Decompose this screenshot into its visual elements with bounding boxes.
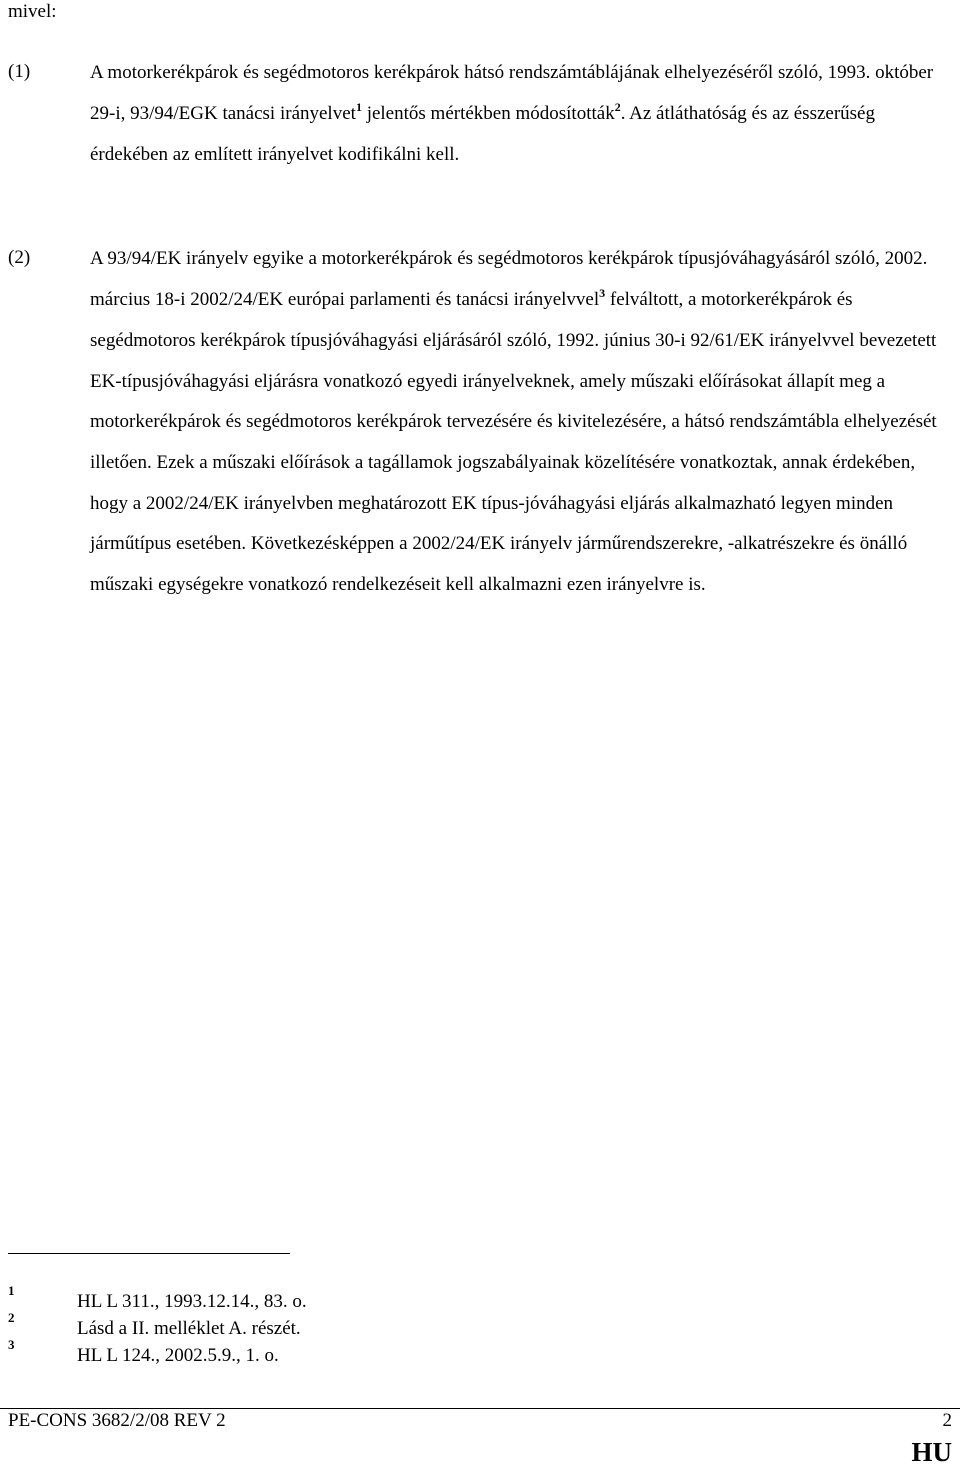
footnotes [8, 1285, 608, 1366]
footnote-ref[interactable]: 3 [599, 285, 606, 300]
footnote-item [8, 1312, 608, 1339]
recital-number: (1) [8, 61, 31, 82]
document-reference: PE-CONS 3682/2/08 REV 2 [8, 1410, 226, 1431]
language-code: HU [911, 1437, 952, 1467]
recital-text-segment: jelentős mértékben módosították [361, 102, 615, 124]
footnote-number: 2 [8, 1310, 15, 1325]
footnote-number: 3 [8, 1337, 15, 1352]
recital-text-segment: A 93/94/EK irányelv egyike a motorkerékpárok és segédmotoros kerékpárok típusjóváhagyásáról szóló, 2002. március 18-i 2002/24/EK európai parlamenti és tanácsi irányelvvel [90, 248, 928, 310]
intro-text: mivel: [8, 1, 57, 22]
footnote-number: 1 [8, 1283, 15, 1298]
footnote-text: Lásd a II. melléklet A. részét. [77, 1318, 301, 1339]
recital-text-segment: felváltott, a motorkerékpárok és segédmotoros kerékpárok típusjóváhagyási eljárásáról szóló, 1992. június 30-i 92/61/EK irányelvvel bevezetett EK-típusjóváhagyási eljárásra vonatkozó egyedi irányelveknek, amely műszaki előírásokat állapít meg a motorkerékpárok és segédmotoros kerékpárok tervezésére és kivitelezésére, a hátsó rendszámtábla elhelyezését illetően. Ezek a műszaki előírások a tagállamok jogszabályainak közelítésére vonatkoztak, annak érdekében, hogy a 2002/24/EK irányelvben meghatározott EK típus-jóváhagyási eljárás alkalmazható legyen minden járműtípus esetében. Következésképpen a 2002/24/EK irányelv járműrendszerekre, -alkatrészekre és önálló műszaki egységekre vonatkozó rendelkezéseit kell alkalmazni ezen irányelvre is. [90, 288, 937, 595]
footnote-ref[interactable]: 1 [355, 99, 362, 114]
recital-text-segment: A motorkerékpárok és segédmotoros kerékpárok hátsó rendszámtáblájának elhelyezéséről szóló, 1993. október 29-i, 93/94/EGK tanácsi irányelvet [90, 62, 934, 124]
recital-text [90, 53, 952, 176]
footer-separator [0, 1408, 960, 1409]
recital-text [90, 239, 952, 605]
footnote-item [8, 1285, 608, 1312]
recital-number: (2) [8, 247, 31, 268]
footnote-text: HL L 311., 1993.12.14., 83. o. [77, 1291, 307, 1312]
page-number: 2 [942, 1410, 952, 1431]
recital-2 [8, 239, 952, 605]
recital-1 [8, 53, 952, 176]
footnote-separator [8, 1253, 290, 1254]
recital-text-segment: . Az átláthatóság és az ésszerűség érdekében az említett irányelvet kodifikálni kell. [90, 102, 875, 166]
footnote-item [8, 1339, 608, 1366]
footnote-ref[interactable]: 2 [614, 99, 621, 114]
footnote-text: HL L 124., 2002.5.9., 1. o. [77, 1345, 279, 1366]
